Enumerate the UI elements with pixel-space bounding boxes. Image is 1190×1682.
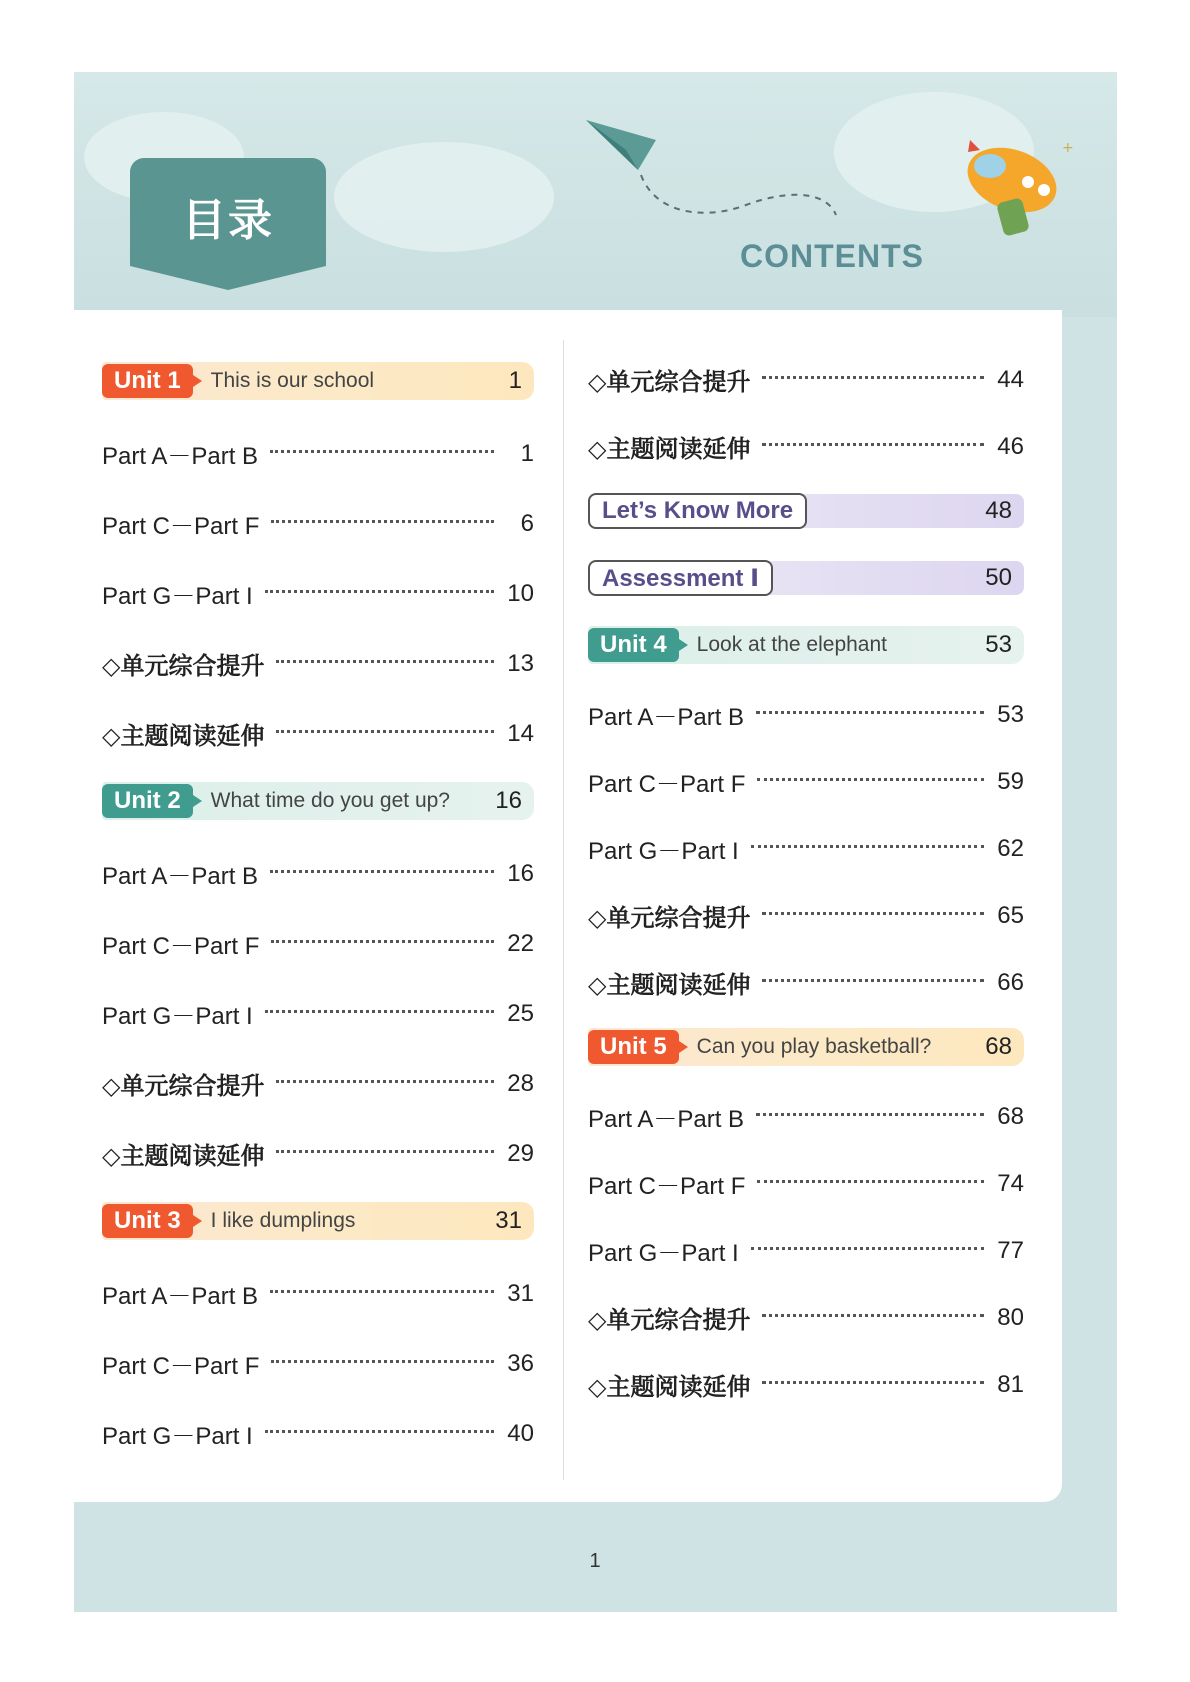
unit-badge: Unit 4: [588, 628, 679, 662]
dot-leader: [265, 1010, 494, 1013]
toc-entry[interactable]: [102, 1416, 534, 1451]
entry-label: Part C－Part F: [102, 513, 260, 540]
entry-label: ◇主题阅读延伸: [102, 722, 265, 750]
page-title-en: CONTENTS: [740, 238, 924, 274]
toc-entry[interactable]: [102, 1066, 534, 1101]
toc-entry[interactable]: [588, 898, 1024, 933]
dot-leader: [756, 1113, 984, 1116]
special-section-header[interactable]: [588, 494, 1024, 528]
page-number: 77: [997, 1236, 1024, 1264]
page-number: 48: [985, 497, 1012, 524]
entry-label: ◇主题阅读延伸: [588, 1373, 751, 1401]
dot-leader: [762, 912, 984, 915]
dot-leader: [270, 870, 494, 873]
entry-label: Part A－Part B: [588, 1106, 745, 1133]
page-number: 59: [997, 767, 1024, 795]
dot-leader: [757, 778, 984, 781]
page-number: 74: [997, 1169, 1024, 1197]
page-number: 1: [589, 1550, 601, 1572]
dot-leader: [271, 1360, 494, 1363]
toc-entry[interactable]: [102, 716, 534, 751]
entry-label: Part A－Part B: [102, 863, 259, 890]
column-divider: [563, 340, 564, 1480]
unit-header[interactable]: [588, 626, 1024, 664]
toc-entry[interactable]: [588, 1166, 1024, 1201]
entry-label: Part G－Part I: [588, 838, 739, 865]
page-number: 62: [997, 834, 1024, 862]
page-number: 25: [507, 999, 534, 1027]
page-number: 40: [507, 1419, 534, 1447]
unit-header[interactable]: [588, 1028, 1024, 1066]
toc-entry[interactable]: [588, 429, 1024, 464]
special-badge: Let’s Know More: [588, 493, 807, 529]
page-number: 80: [997, 1303, 1024, 1331]
toc-entry[interactable]: [102, 996, 534, 1031]
toc-entry[interactable]: [588, 697, 1024, 732]
page-number: 31: [495, 1207, 522, 1234]
dot-leader: [271, 940, 494, 943]
page-number: 44: [997, 365, 1024, 393]
page-number: 29: [507, 1139, 534, 1167]
toc-entry[interactable]: [588, 1099, 1024, 1134]
entry-label: Part G－Part I: [102, 1003, 253, 1030]
dot-leader: [756, 711, 984, 714]
toc-entry[interactable]: [588, 965, 1024, 1000]
dot-leader: [271, 520, 494, 523]
toc-entry[interactable]: [102, 1346, 534, 1381]
entry-label: Part A－Part B: [102, 443, 259, 470]
page-number: 68: [985, 1033, 1012, 1060]
page-number: 14: [507, 719, 534, 747]
toc-entry[interactable]: [102, 506, 534, 541]
dot-leader: [762, 979, 984, 982]
entry-label: Part C－Part F: [102, 933, 260, 960]
toc-entry[interactable]: [102, 576, 534, 611]
dot-leader: [276, 660, 494, 663]
page-number: 66: [997, 968, 1024, 996]
entry-label: Part A－Part B: [588, 704, 745, 731]
toc-entry[interactable]: [588, 1367, 1024, 1402]
entry-label: ◇主题阅读延伸: [588, 971, 751, 999]
toc-entry[interactable]: [102, 1136, 534, 1171]
page-number: 10: [507, 579, 534, 607]
entry-label: ◇单元综合提升: [588, 368, 751, 396]
entry-label: Part G－Part I: [102, 583, 253, 610]
unit-title: Can you play basketball?: [696, 1035, 932, 1058]
unit-badge: Unit 3: [102, 1204, 193, 1238]
special-badge: Assessment Ⅰ: [588, 560, 773, 596]
dot-leader: [762, 376, 984, 379]
entry-label: ◇单元综合提升: [102, 652, 265, 680]
cloud-decoration: [334, 142, 554, 252]
paper-plane-icon: [586, 120, 846, 230]
page-number: 13: [507, 649, 534, 677]
entry-label: ◇单元综合提升: [588, 1306, 751, 1334]
entry-label: Part A－Part B: [102, 1283, 259, 1310]
toc-entry[interactable]: [588, 764, 1024, 799]
page-number: 53: [997, 700, 1024, 728]
dot-leader: [270, 450, 494, 453]
dot-leader: [751, 1247, 984, 1250]
unit-badge: Unit 2: [102, 784, 193, 818]
unit-header[interactable]: [102, 362, 534, 400]
dot-leader: [276, 1080, 494, 1083]
page-number: 53: [985, 631, 1012, 658]
dot-leader: [270, 1290, 494, 1293]
unit-title: Look at the elephant: [696, 633, 887, 656]
dot-leader: [751, 845, 984, 848]
page-number: 31: [507, 1279, 534, 1307]
entry-label: Part G－Part I: [102, 1423, 253, 1450]
dot-leader: [762, 443, 984, 446]
page-number: 65: [997, 901, 1024, 929]
dot-leader: [265, 590, 494, 593]
dot-leader: [276, 1150, 494, 1153]
page-title-zh: 目录: [182, 195, 274, 246]
page-number: 1: [520, 439, 534, 467]
page-number: 6: [520, 509, 534, 537]
page-number: 1: [508, 367, 522, 394]
toc-entry[interactable]: [102, 856, 534, 891]
toc-entry[interactable]: [588, 1233, 1024, 1268]
entry-label: ◇单元综合提升: [102, 1072, 265, 1100]
unit-header[interactable]: [102, 782, 534, 820]
page-number: 16: [507, 859, 534, 887]
unit-title: This is our school: [210, 369, 375, 392]
unit-header[interactable]: [102, 1202, 534, 1240]
toc-entry[interactable]: [102, 1276, 534, 1311]
page-number: 28: [507, 1069, 534, 1097]
entry-label: ◇主题阅读延伸: [102, 1142, 265, 1170]
toc-entry[interactable]: [102, 646, 534, 681]
unit-badge: Unit 1: [102, 364, 193, 398]
entry-label: Part G－Part I: [588, 1240, 739, 1267]
special-section-header[interactable]: [588, 561, 1024, 595]
svg-text:+: +: [1062, 140, 1074, 156]
entry-label: ◇单元综合提升: [588, 904, 751, 932]
entry-label: Part C－Part F: [588, 771, 746, 798]
entry-label: Part C－Part F: [102, 1353, 260, 1380]
page-number: 46: [997, 432, 1024, 460]
toc-entry[interactable]: [102, 926, 534, 961]
dot-leader: [757, 1180, 984, 1183]
dot-leader: [762, 1381, 984, 1384]
toc-entry[interactable]: [588, 1300, 1024, 1335]
entry-label: Part C－Part F: [588, 1173, 746, 1200]
unit-title: I like dumplings: [210, 1209, 356, 1232]
entry-label: ◇主题阅读延伸: [588, 435, 751, 463]
toy-airplane-icon: [950, 130, 1080, 240]
unit-badge: Unit 5: [588, 1030, 679, 1064]
unit-title: What time do you get up?: [210, 789, 450, 812]
dot-leader: [276, 730, 494, 733]
toc-entry[interactable]: [102, 436, 534, 471]
page-number: 16: [495, 787, 522, 814]
dot-leader: [265, 1430, 494, 1433]
page-number: 81: [997, 1370, 1024, 1398]
toc-entry[interactable]: [588, 831, 1024, 866]
dot-leader: [762, 1314, 984, 1317]
page-number: 22: [507, 929, 534, 957]
page-number: 68: [997, 1102, 1024, 1130]
toc-entry[interactable]: [588, 362, 1024, 397]
page-number: 36: [507, 1349, 534, 1377]
page-number: 50: [985, 564, 1012, 591]
